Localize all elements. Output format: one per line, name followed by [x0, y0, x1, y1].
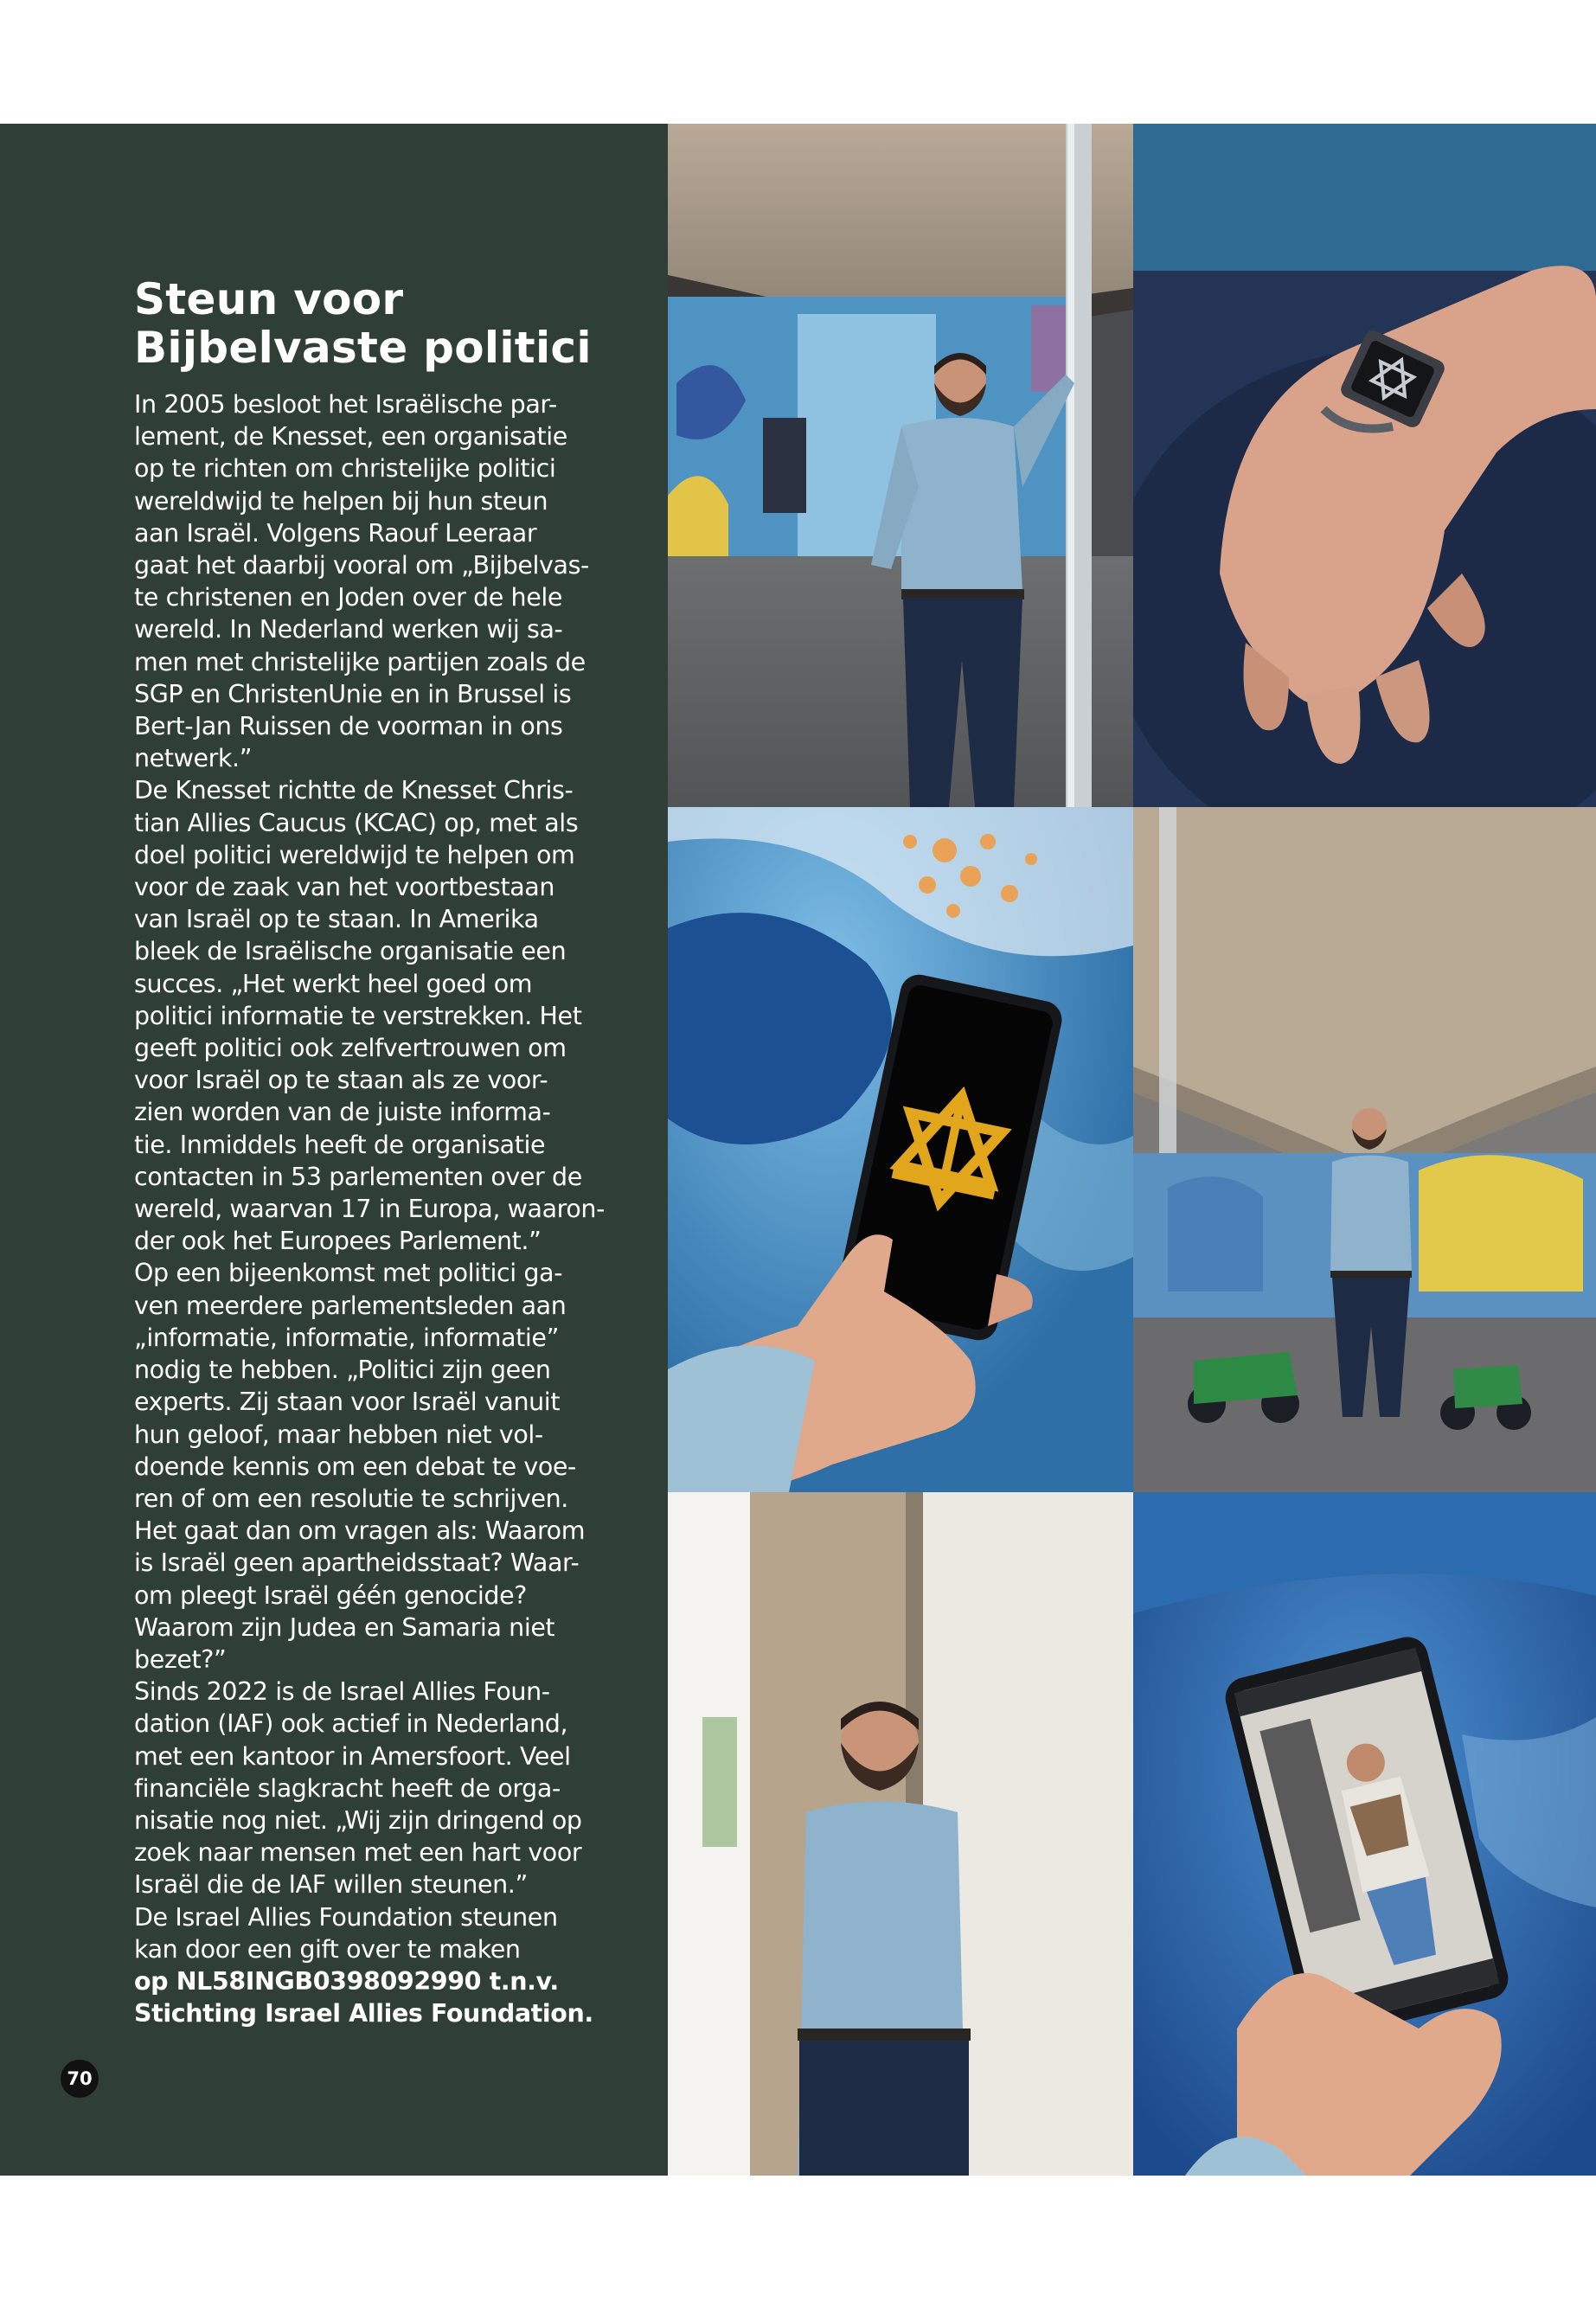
- article-body-line: is Israël geen apartheidsstaat? Waar-: [134, 1548, 580, 1578]
- article-body-line: De Israel Allies Foundation steunen: [134, 1902, 558, 1932]
- article-body-line: ven meerdere parlementsleden aan: [134, 1291, 567, 1320]
- article-body-line: wereld. In Nederland werken wij sa-: [134, 615, 563, 644]
- article-body-line: financiële slagkracht heeft de orga-: [134, 1773, 561, 1803]
- article-body-line: netwerk.”: [134, 744, 253, 773]
- page-spread: [0, 124, 1596, 2176]
- article-body-line: Bert-Jan Ruissen de voorman in ons: [134, 712, 563, 741]
- article-body-line: geeft politici ook zelfvertrouwen om: [134, 1034, 567, 1063]
- article-heading: [134, 275, 619, 372]
- article-body-line: van Israël op te staan. In Amerika: [134, 905, 539, 934]
- man-standing-under-bridge-photo: [1133, 807, 1596, 1492]
- article-bank-details-line: Stichting Israel Allies Foundation.: [134, 1999, 593, 2029]
- article-body-line: In 2005 besloot het Israëlische par-: [134, 390, 557, 419]
- article-body-line: voor Israël op te staan als ze voor-: [134, 1066, 548, 1095]
- article-body-line: experts. Zij staan voor Israël vanuit: [134, 1388, 561, 1417]
- article-heading-line: Steun voor: [134, 274, 404, 324]
- article-body-line: „informatie, informatie, informatie”: [134, 1323, 559, 1352]
- article-body-line: Waarom zijn Judea en Samaria niet: [134, 1612, 555, 1642]
- article-body-line: doel politici wereldwijd te helpen om: [134, 840, 575, 869]
- phone-photo-of-man-photo: [1133, 1492, 1596, 2176]
- article-body-line: bleek de Israëlische organisatie een: [134, 937, 567, 966]
- article-body: [134, 388, 605, 2029]
- article-body-line: hun geloof, maar hebben niet vol-: [134, 1420, 543, 1449]
- article-body-line: De Knesset richtte de Knesset Chris-: [134, 776, 574, 805]
- article-body-line: wereldwijd te helpen bij hun steun: [134, 486, 548, 516]
- article-body-line: Israël die de IAF willen steunen.”: [134, 1870, 528, 1900]
- article-body-line: succes. „Het werkt heel goed om: [134, 969, 533, 998]
- article-body-line: doende kennis om een debat te voe-: [134, 1452, 576, 1481]
- article-body-line: nisatie nog niet. „Wij zijn dringend op: [134, 1805, 582, 1835]
- article-body-line: bezet?”: [134, 1644, 227, 1674]
- article-body-line: op te richten om christelijke politici: [134, 454, 556, 484]
- man-portrait-pillar-photo: [668, 1492, 1133, 2176]
- article-body-line: voor de zaak van het voortbestaan: [134, 873, 555, 902]
- article-body-line: Sinds 2022 is de Israel Allies Foun-: [134, 1677, 550, 1707]
- article-body-line: tian Allies Caucus (KCAC) op, met als: [134, 808, 579, 837]
- article-body-line: te christenen en Joden over de hele: [134, 583, 563, 612]
- article-body-line: ren of om een resolutie te schrijven.: [134, 1484, 568, 1513]
- article-heading-line: Bijbelvaste politici: [134, 323, 592, 373]
- page-number: 70: [61, 2060, 99, 2098]
- article-body-line: Het gaat dan om vragen als: Waarom: [134, 1516, 586, 1546]
- phone-idf-logo-photo: [668, 807, 1133, 1492]
- article-body-line: SGP en ChristenUnie en in Brussel is: [134, 679, 572, 708]
- article-body-line: lement, de Knesset, een organisatie: [134, 422, 567, 452]
- hand-with-ring-photo: [1133, 124, 1596, 807]
- article-body-line: wereld, waarvan 17 in Europa, waaron-: [134, 1195, 605, 1224]
- article-body-line: zien worden van de juiste informa-: [134, 1098, 551, 1127]
- article-body-line: gaat het daarbij vooral om „Bijbelvas-: [134, 551, 589, 580]
- article-body-line: der ook het Europees Parlement.”: [134, 1227, 542, 1256]
- man-leaning-on-pole-photo: [668, 124, 1133, 807]
- article-body-line: tie. Inmiddels heeft de organisatie: [134, 1130, 546, 1159]
- article-bank-details-line: op NL58INGB0398092990 t.n.v.: [134, 1966, 559, 1996]
- article-body-line: om pleegt Israël géén genocide?: [134, 1580, 527, 1610]
- article-body-line: dation (IAF) ook actief in Nederland,: [134, 1709, 568, 1739]
- article-body-line: Op een bijeenkomst met politici ga-: [134, 1259, 563, 1288]
- article-text-panel: [0, 124, 668, 2176]
- article-body-line: men met christelijke partijen zoals de: [134, 647, 586, 676]
- article-body-line: nodig te hebben. „Politici zijn geen: [134, 1356, 551, 1385]
- article-body-line: zoek naar mensen met een hart voor: [134, 1838, 582, 1868]
- article-body-line: contacten in 53 parlementen over de: [134, 1162, 582, 1191]
- article-body-line: aan Israël. Volgens Raouf Leeraar: [134, 518, 537, 548]
- article-body-line: politici informatie te verstrekken. Het: [134, 1001, 582, 1030]
- article-body-line: met een kantoor in Amersfoort. Veel: [134, 1741, 571, 1771]
- article-body-line: kan door een gift over te maken: [134, 1934, 521, 1964]
